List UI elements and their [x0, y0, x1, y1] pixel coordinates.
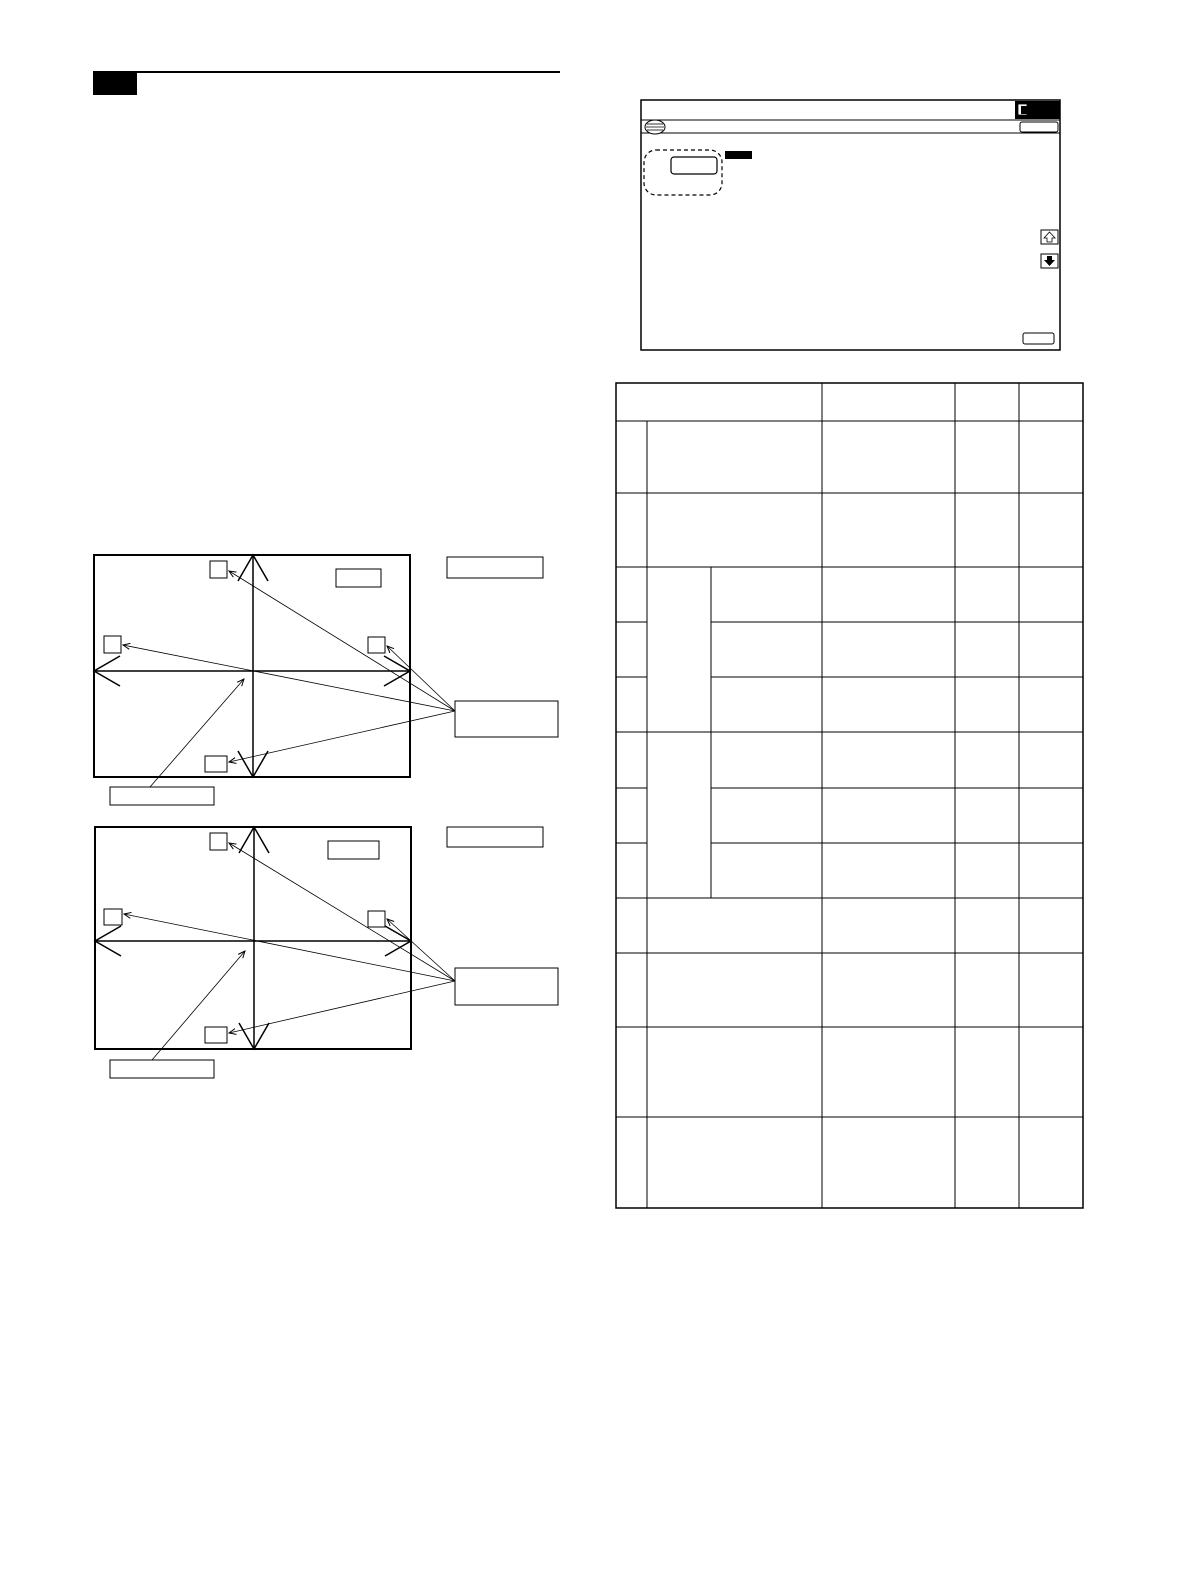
copy-icon [1018, 104, 1028, 115]
diagram-top-leader-center [150, 679, 244, 787]
diagram-bottom-leader-3 [387, 919, 455, 981]
diagram-top-leader-4 [229, 711, 455, 762]
diagram-bottom-leader-center [152, 951, 245, 1060]
screen-frame [641, 100, 1060, 350]
diagram-top-marker-left [104, 636, 121, 653]
screen-ok-button [1023, 333, 1054, 344]
diagram-top-frame [94, 555, 410, 777]
diagram-bottom-title-label [447, 827, 543, 847]
screen-selected-button [671, 157, 717, 174]
diagram-bottom-inner-label [328, 841, 379, 859]
diagram-bottom-marker-left [104, 909, 122, 925]
screen-highlight-label [725, 151, 752, 159]
down-arrow-icon [1041, 254, 1058, 268]
diagram-bottom-leader-1 [229, 843, 455, 981]
diagram-top-leader-2 [123, 645, 455, 711]
diagram-top [94, 555, 558, 805]
diagram-top-leader-1 [229, 571, 455, 711]
screen-mockup [641, 100, 1060, 350]
diagram-bottom-callout-label [455, 968, 558, 1005]
diagram-bottom-marker-top [210, 833, 227, 850]
up-arrow-icon [1041, 230, 1058, 244]
diagram-top-inner-label [336, 569, 381, 587]
diagram-top-title-label [447, 557, 543, 578]
table-border [616, 383, 1083, 1208]
diagram-bottom-center-label [110, 1060, 214, 1078]
settings-table [616, 383, 1083, 1208]
diagram-top-marker-right [368, 637, 385, 653]
diagram-top-center-label [110, 787, 214, 805]
menu-icon [645, 120, 665, 134]
diagram-top-callout-label [455, 701, 558, 737]
diagram-bottom-marker-bottom [205, 1027, 227, 1043]
diagram-bottom [95, 827, 558, 1078]
diagram-top-marker-bottom [205, 756, 227, 772]
diagram-top-marker-top [210, 561, 227, 578]
diagram-bottom-frame [95, 827, 411, 1049]
diagram-bottom-leader-2 [124, 914, 455, 981]
diagram-bottom-marker-right [368, 911, 385, 927]
screen-top-right-button [1020, 122, 1058, 132]
diagram-bottom-leader-4 [229, 981, 455, 1033]
